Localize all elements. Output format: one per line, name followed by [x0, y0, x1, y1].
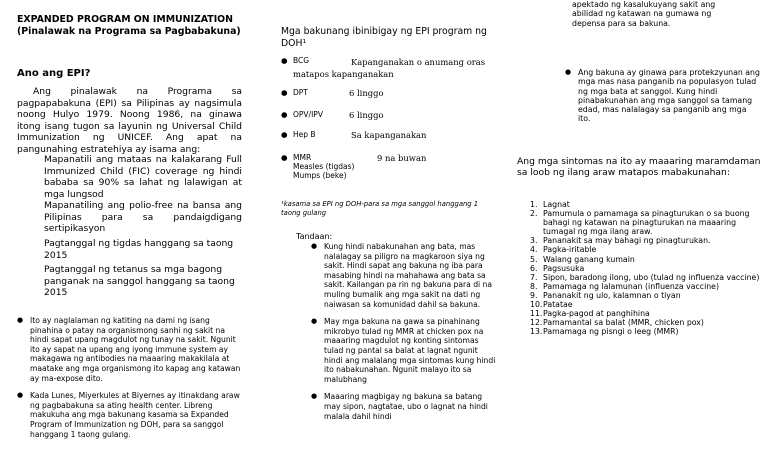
bullet-icon: ●	[311, 392, 318, 401]
title-filipino: (Pinalawak na Programa sa Pagbabakuna)	[17, 26, 241, 37]
bullet-icon: ●	[311, 242, 318, 250]
list-item: 13. Pamamaga ng pisngi o leeg (MMR)	[530, 327, 679, 337]
list-item: 5. Walang ganang kumain	[530, 254, 635, 264]
vaccine-table-title: Mga bakunang ibinibigay ng EPI program ng DOH¹	[281, 26, 487, 49]
vaccine-schedule: 9 na buwan	[377, 153, 427, 163]
list-item: ● Maaaring magbigay ng bakuna sa batang may sipon, nagtatae, ubo o lagnat na hindi malala dahil hindi	[311, 392, 488, 421]
list-item: ● Ang bakuna ay ginawa para protekzyunan ang mga mas nasa panganib na populasyon tulad ng mga bata at sanggol. Kung hindi pinabakunahan ang mga sanggol sa tamang edad, mas nalalagay sa panganib ang mga ito.	[565, 68, 760, 124]
bullet-icon: ●	[17, 316, 24, 324]
list-item: 9. Pananakit ng ulo, kalamnan o tiyan	[530, 290, 681, 300]
symptoms-list	[530, 200, 760, 336]
list-item: ● Kung hindi nabakunahan ang bata, mas nalalagay sa piligro na magkaroon siya ng sakit. Hindi sapat ang bakuna ng iba para masabing hindi na mahahawa ang bata sa sakit. Kailangan pa rin ng bakuna para di na muling bumalik ang mga sakit na dati ng naiwasan sa komunidad dahil sa bakuna.	[311, 242, 493, 309]
vaccine-schedule-bcg: Kapanganakan o anumang oras matapos kapanganakan	[293, 57, 486, 79]
epi-intro-paragraph: Ang pinalawak na Programa sa pagpapabakuna (EPI) sa Pilipinas ay nagsimula noong Hulyo 1979. Noong 1986, na ginawa itong isang tugon sa layunin ng Universal Child Immunization ng UNICEF. Ang apat na pangunahing estratehiya ay isama ang:	[17, 86, 242, 155]
list-item: 4. Pagka-iritable	[530, 245, 597, 255]
reminders-list	[311, 242, 496, 421]
bullet-icon: ●	[17, 391, 24, 400]
list-item: 11. Pagka-pagod at panghihina	[530, 309, 650, 319]
bullet-icon: ●	[281, 110, 288, 119]
protection-bullet	[565, 68, 760, 124]
list-item: 8. Pamamaga ng lalamunan (influenza vaccine)	[530, 281, 720, 291]
vaccine-schedule: Sa kapanganakan	[351, 130, 427, 140]
continued-reminder-text: apektado ng kasalukuyang sakit ang abilidad ng katawan na gumawa ng depensa para sa bakuna.	[572, 0, 716, 28]
list-item: ● May mga bakuna na gawa sa pinahinang mikrobyo tulad ng MMR at chicken pox na maaaring magdulot ng konting sintomas tulad ng pantal sa balat at lagnat ngunit hindi ang malalang mga sintomas kung hindi ito nabakunahan. Ngunit malayo ito sa malubhang	[311, 317, 496, 384]
vaccine-schedule: 6 linggo	[349, 88, 384, 98]
bullet-icon: ●	[311, 317, 318, 326]
vaccine-footnote: ¹kasama sa EPI ng DOH-para sa mga sanggol hanggang 1 taong gulang	[281, 200, 479, 217]
list-item: 3. Pananakit sa may bahagi ng pinagturukan.	[530, 236, 711, 246]
title-english: EXPANDED PROGRAM ON IMMUNIZATION	[17, 14, 233, 25]
vaccine-name: DPT	[293, 88, 308, 97]
list-item: 2. Pamumula o pamamaga sa pinagturukan o sa buong bahagi ng katawan na pinagturukan na maaaring tumagal ng mga ilang araw.	[530, 209, 750, 237]
bullet-icon: ●	[565, 68, 572, 76]
vaccine-name: Hep B	[293, 130, 316, 139]
section-heading-ano-ang-epi: Ano ang EPI?	[17, 68, 91, 79]
bullet-icon: ●	[281, 56, 288, 65]
strategy-item: Mapanatiling ang polio-free na bansa ang Pilipinas para sa pandaigdigang sertipikasyon	[44, 200, 242, 235]
vaccine-name: OPV/IPV	[293, 110, 323, 119]
bullet-list-vaccine-info	[17, 316, 242, 439]
vaccine-sub-mumps: Mumps (beke)	[293, 171, 347, 180]
reminders-heading: Tandaan:	[296, 232, 333, 241]
bullet-icon: ●	[281, 153, 288, 162]
list-item: 7. Sipon, baradong ilong, ubo (tulad ng influenza vaccine)	[530, 272, 760, 282]
vaccine-schedule: 6 linggo	[349, 110, 384, 120]
list-item: 6. Pagsusuka	[530, 263, 585, 273]
vaccine-sub-measles: Measles (tigdas)	[293, 162, 355, 171]
bullet-icon: ●	[281, 130, 288, 139]
list-item: 10. Patatae	[530, 300, 573, 310]
vaccine-name: BCG	[293, 56, 310, 65]
bullet-icon: ●	[281, 88, 288, 97]
document-title	[17, 14, 257, 38]
list-item: 12. Pamamantal sa balat (MMR, chicken pox)	[530, 318, 704, 328]
strategy-item: Pagtanggal ng tigdas hanggang sa taong 2015	[44, 238, 234, 261]
list-item: ● Kada Lunes, Miyerkules at Biyernes ay itinakdang araw ng pagbabakuna sa ating health center. Libreng makukuha ang mga bakunang kasama sa Expanded Program of Immunization ng DOH, para sa sanggol hanggang 1 taong gulang.	[17, 391, 240, 439]
list-item: 1. Lagnat	[530, 200, 570, 209]
strategy-item: Pagtanggal ng tetanus sa mga bagong panganak na sanggol hanggang sa taong 2015	[44, 264, 235, 299]
vaccine-name: MMR	[293, 153, 312, 162]
list-item: ● Ito ay naglalaman ng katiting na dami ng isang pinahina o patay na organismong sanhi ng sakit na hindi sapat upang magdulot ng tunay na sakit. Ngunit ito ay sapat na upang ang iyong immune system ay makagawa ng antibodies na maaaring makakilala at maatake ang mga organismong ito kapag ang katawan ay ma-expose dito.	[17, 316, 241, 383]
strategy-item: Mapanatili ang mataas na kalakarang Full Immunized Child (FIC) coverage ng hindi bababa sa 90% sa lahat ng lalawigan at mga lungsod	[44, 154, 242, 200]
symptoms-heading: Ang mga sintomas na ito ay maaaring maramdaman sa loob ng ilang araw matapos mabakunahan:	[517, 156, 761, 179]
